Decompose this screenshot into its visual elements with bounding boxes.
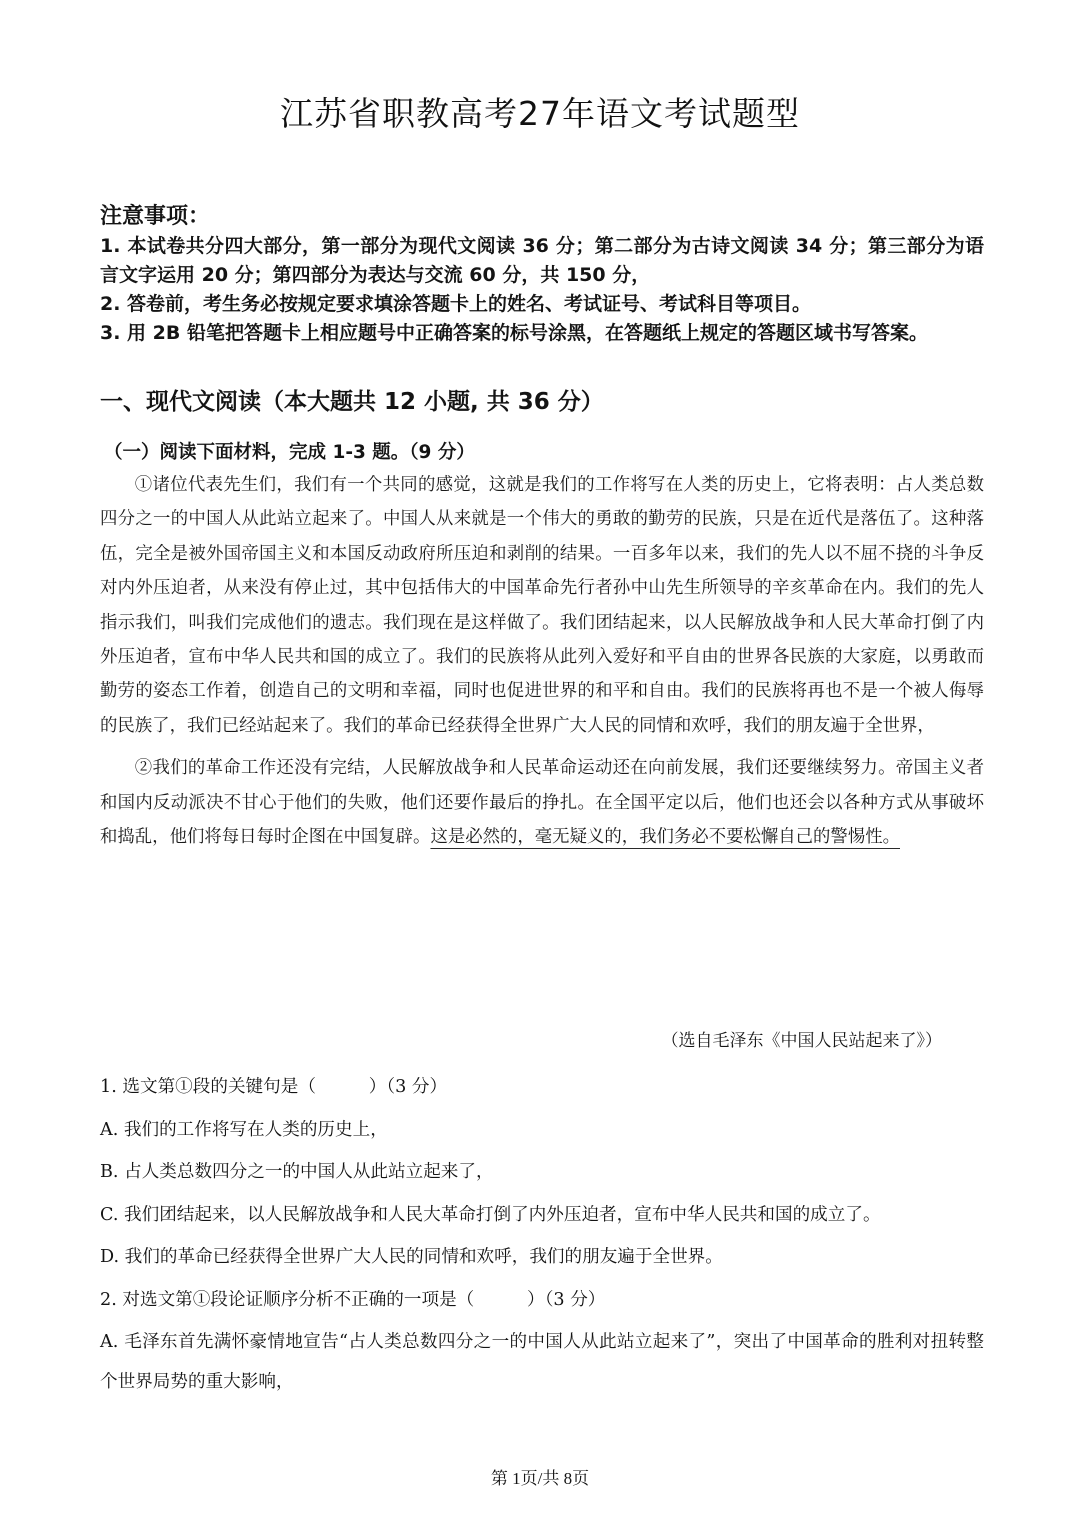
question-2-option-a: A. 毛泽东首先满怀豪情地宣告“占人类总数四分之一的中国人从此站立起来了”，突出了中国革命的胜利对扭转整个世界局势的重大影响，	[100, 1331, 984, 1392]
sub-section-heading: （一）阅读下面材料，完成 1-3 题。（9 分）	[104, 442, 475, 463]
notice-item: 3. 用 2B 铅笔把答题卡上相应题号中正确答案的标号涂黑，在答题纸上规定的答题区域书写答案。	[100, 322, 928, 344]
passage-paragraph-2	[100, 751, 984, 854]
underlined-sentence: 这是必然的，毫无疑义的，我们务必不要松懈自己的警惕性。	[430, 827, 900, 848]
notice-list	[100, 232, 984, 348]
passage-paragraph-2-text: ②我们的革命工作还没有完结，人民解放战争和人民革命运动还在向前发展，我们还要继续努力。帝国主义者和国内反动派决不甘心于他们的失败，他们还要作最后的挣扎。在全国平定以后，他们也还会以各种方式从事破坏和捣乱，他们将每日每时企图在中国复辟。	[100, 758, 984, 848]
reading-passage	[100, 468, 984, 862]
passage-source: （选自毛泽东《中国人民站起来了》）	[661, 1031, 942, 1051]
question-1: 1. 选文第①段的关键句是（ ）（3 分）	[100, 1077, 448, 1097]
question-list	[100, 1066, 984, 1402]
notice-item: 2. 答卷前，考生务必按规定要求填涂答题卡上的姓名、考试证号、考试科目等项目。	[100, 293, 812, 315]
notice-item: 1. 本试卷共分四大部分，第一部分为现代文阅读 36 分；第二部分为古诗文阅读 34 分；第三部分为语言文字运用 20 分；第四部分为表达与交流 60 分，共 150 分，	[100, 235, 984, 286]
question-1-option-a: A. 我们的工作将写在人类的历史上，	[100, 1119, 388, 1140]
question-1-option-d: D. 我们的革命已经获得全世界广大人民的同情和欢呼，我们的朋友遍于全世界。	[100, 1247, 723, 1268]
passage-paragraph-1: ①诸位代表先生们，我们有一个共同的感觉，这就是我们的工作将写在人类的历史上，它将表明：占人类总数四分之一的中国人从此站立起来了。中国人从来就是一个伟大的勇敢的勤劳的民族，只是在近代是落伍了。这种落伍，完全是被外国帝国主义和本国反动政府所压迫和剥削的结果。一百多年以来，我们的先人以不屈不挠的斗争反对内外压迫者，从来没有停止过，其中包括伟大的中国革命先行者孙中山先生所领导的辛亥革命在内。我们的先人指示我们，叫我们完成他们的遗志。我们现在是这样做了。我们团结起来，以人民解放战争和人民大革命打倒了内外压迫者，宣布中华人民共和国的成立了。我们的民族将从此列入爱好和平自由的世界各民族的大家庭，以勇敢而勤劳的姿态工作着，创造自己的文明和幸福，同时也促进世界的和平和自由。我们的民族将再也不是一个被人侮辱的民族了，我们已经站起来了。我们的革命已经获得全世界广大人民的同情和欢呼，我们的朋友遍于全世界，	[100, 475, 984, 736]
notice-heading: 注意事项：	[100, 204, 211, 229]
page-footer: 第 1页/共 8页	[490, 1469, 590, 1488]
section-heading: 一、现代文阅读（本大题共 12 小题, 共 36 分）	[100, 389, 604, 415]
question-2: 2. 对选文第①段论证顺序分析不正确的一项是（ ）（3 分）	[100, 1289, 606, 1310]
question-1-option-c: C. 我们团结起来，以人民解放战争和人民大革命打倒了内外压迫者，宣布中华人民共和国的成立了。	[100, 1204, 881, 1225]
question-1-option-b: B. 占人类总数四分之一的中国人从此站立起来了，	[100, 1162, 494, 1183]
page-title: 江苏省职教高考27年语文考试题型	[280, 94, 800, 133]
